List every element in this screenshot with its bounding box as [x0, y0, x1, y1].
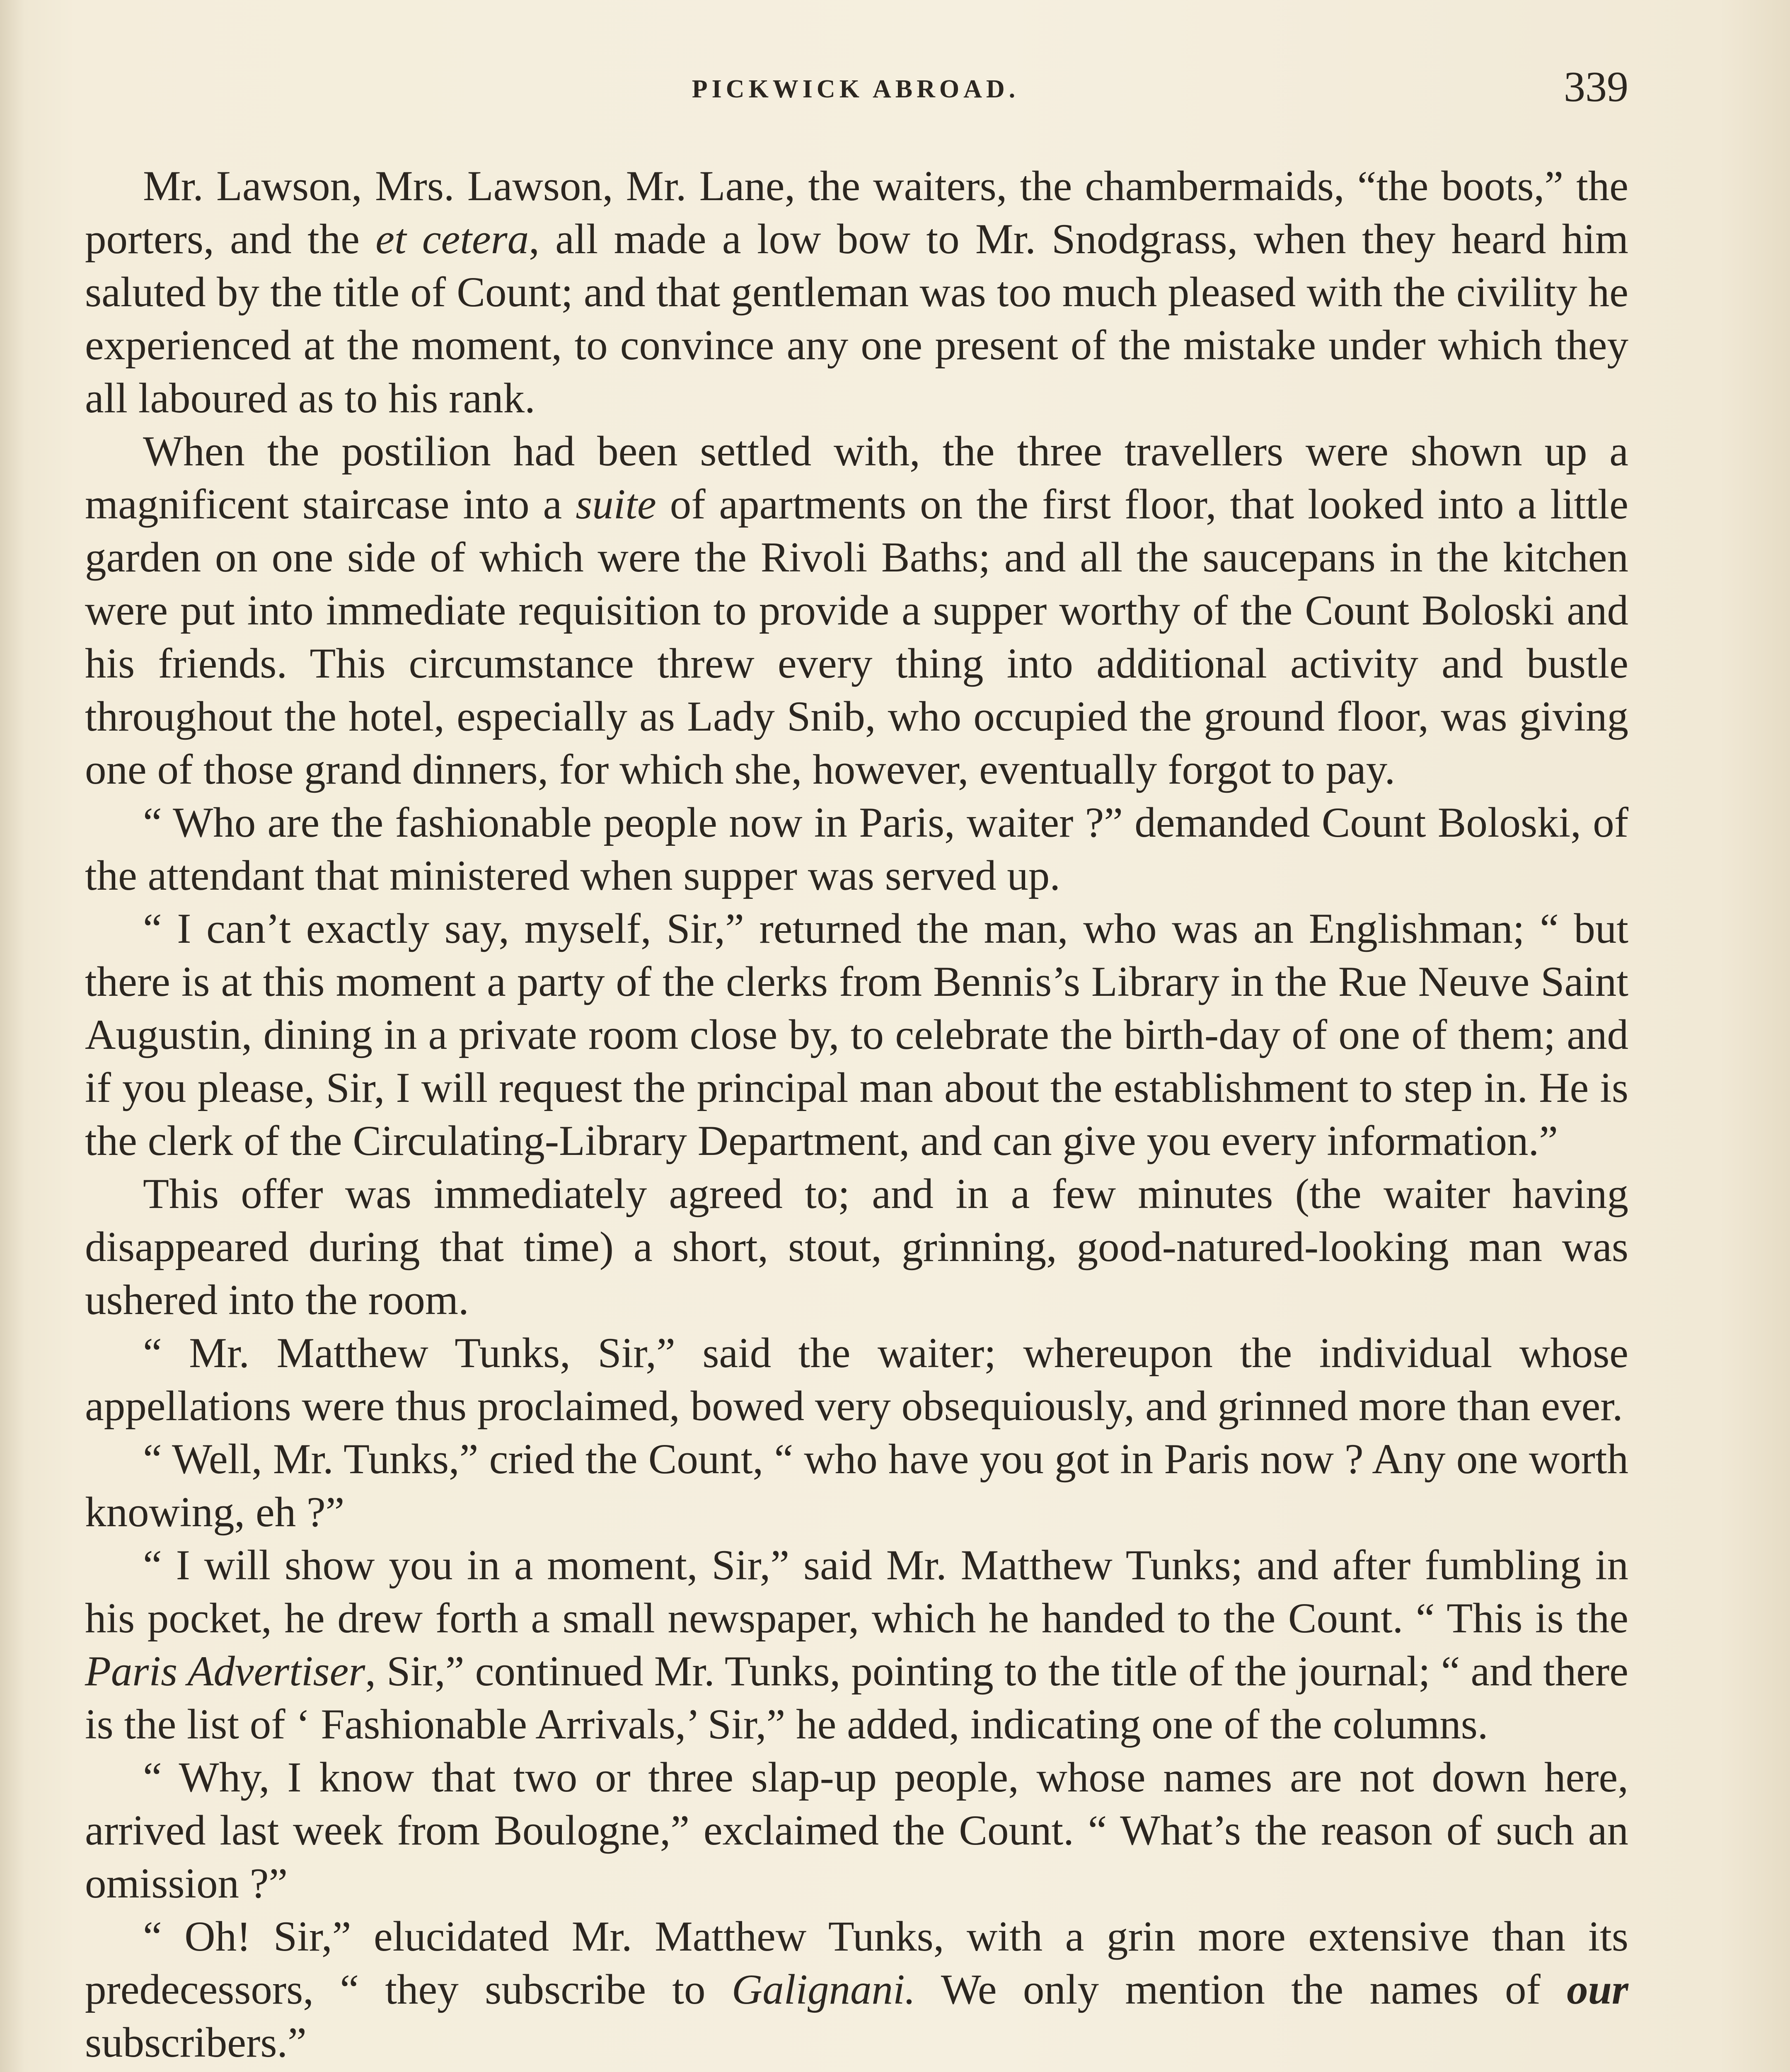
- text-run: “ Mr. Matthew Tunks, Sir,” said the waiter; whereupon the individual whose appellations were thus proclaimed, bowed very obsequiously, and grinned more than ever.: [85, 1329, 1628, 1430]
- text-run: “ I will show you in a moment, Sir,” said Mr. Matthew Tunks; and after fumbling in his pocket, he drew forth a small newspaper, which he handed to the Count. “ This is the: [85, 1542, 1628, 1642]
- paragraph: [85, 796, 1628, 902]
- body-text: [85, 160, 1628, 2072]
- running-head: PICKWICK ABROAD.: [692, 75, 1020, 103]
- page-number: 339: [1564, 63, 1628, 111]
- text-run: , Sir,” continued Mr. Tunks, pointing to the title of the journal; “ and there is the list of ‘ Fashionable Arrivals,’ Sir,” he added, indicating one of the columns.: [85, 1648, 1628, 1748]
- text-run: of apartments on the first floor, that looked into a little garden on one side of which were the Rivoli Baths; and all the saucepans in the kitchen were put into immediate requisition to provide a supper worthy of the Count Boloski and his friends. This circumstance threw every thing into additional activity and bustle throughout the hotel, especially as Lady Snib, who occupied the ground floor, was giving one of those grand dinners, for which she, however, eventually forgot to pay.: [85, 481, 1628, 793]
- paragraph: [85, 1433, 1628, 1539]
- text-run: This offer was immediately agreed to; and in a few minutes (the waiter having disappeared during that time) a short, stout, grinning, good-natured-looking man was ushered into the room.: [85, 1170, 1628, 1324]
- emphasis-text: et cetera: [375, 215, 529, 263]
- text-run: “ I can’t exactly say, myself, Sir,” returned the man, who was an Englishman; “ but there is at this moment a party of the clerks from Bennis’s Library in the Rue Neuve Saint Augustin, dining in a private room close by, to celebrate the birth-day of one of them; and if you please, Sir, I will request the principal man about the establishment to step in. He is the clerk of the Circulating-Library Department, and can give you every information.”: [85, 905, 1628, 1164]
- paragraph: [85, 425, 1628, 796]
- text-run: , all made a low bow to Mr. Snodgrass, when they heard him saluted by the title of Count; and that gentleman was too much pleased with the civility he experienced at the moment, to convince any one present of the mistake under which they all laboured as to his rank.: [85, 215, 1628, 422]
- paragraph: [85, 1326, 1628, 1433]
- paragraph: [85, 160, 1628, 425]
- emphasis-text: suite: [576, 481, 656, 528]
- paragraph: [85, 1910, 1628, 2069]
- text-run: “ Oh! Sir,” elucidated Mr. Matthew Tunks, with a grin more extensive than its predecessors, “ they subscribe to: [85, 1913, 1628, 2013]
- text-run: subscribers.”: [85, 2019, 307, 2066]
- paragraph: [85, 2069, 1628, 2072]
- paragraph: [85, 1751, 1628, 1910]
- text-run: “ Why, I know that two or three slap-up people, whose names are not down here, arrived last week from Boulogne,” exclaimed the Count. “ What’s the reason of such an omission ?”: [85, 1754, 1628, 1907]
- text-run: Mr. Lawson, Mrs. Lawson, Mr. Lane, the waiters, the chambermaids, “the boots,” the porters, and the: [85, 162, 1628, 263]
- emphasis-text: Paris Advertiser: [85, 1648, 365, 1695]
- page-header: [83, 62, 1628, 120]
- paragraph: [85, 1539, 1628, 1751]
- paragraph: [85, 902, 1628, 1167]
- text-run: “ Who are the fashionable people now in Paris, waiter ?” demanded Count Boloski, of the attendant that ministered when supper was served up.: [85, 799, 1628, 899]
- emphasis-text: Galignani.: [731, 1966, 916, 2013]
- emphasis-text: our: [1567, 1966, 1628, 2013]
- paragraph: [85, 1167, 1628, 1326]
- text-run: When the postilion had been settled with, the three travellers were shown up a magnificent staircase into a: [85, 428, 1628, 528]
- text-run: We only mention the names of: [915, 1966, 1567, 2013]
- text-run: “ Well, Mr. Tunks,” cried the Count, “ who have you got in Paris now ? Any one worth knowing, eh ?”: [85, 1435, 1628, 1536]
